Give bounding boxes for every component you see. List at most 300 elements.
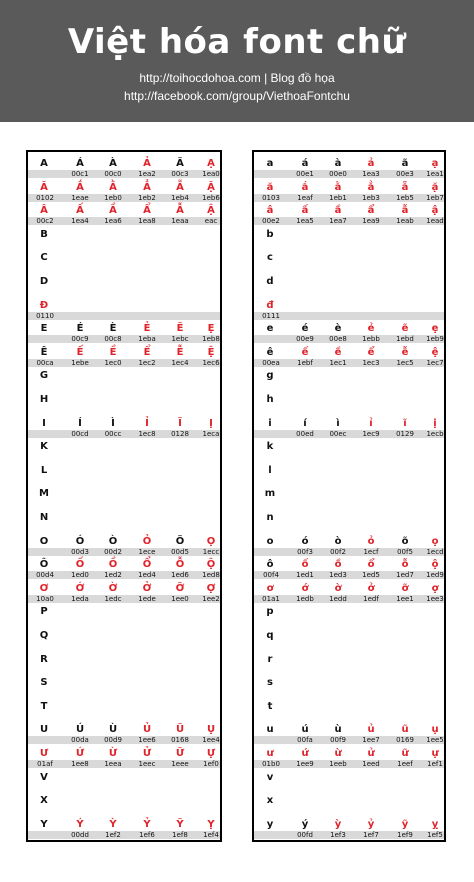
glyph: ằ bbox=[334, 181, 342, 193]
glyph: d bbox=[266, 276, 274, 287]
glyph: Ờ bbox=[108, 582, 118, 594]
glyph: Ậ bbox=[207, 205, 215, 217]
glyph: Ỡ bbox=[175, 582, 185, 594]
glyph: s bbox=[267, 677, 273, 689]
upper-row bbox=[28, 534, 220, 555]
unicode-code: 0168 bbox=[171, 736, 189, 745]
glyph: ỹ bbox=[401, 818, 409, 830]
glyph: S bbox=[40, 677, 48, 689]
unicode-code: 1ee9 bbox=[296, 760, 314, 768]
glyph: Ơ bbox=[39, 582, 49, 594]
unicode-code: 1ed9 bbox=[426, 571, 444, 580]
unicode-code: 00c9 bbox=[71, 335, 89, 344]
unicode-code: 00e3 bbox=[396, 170, 414, 178]
upper-row bbox=[28, 793, 220, 814]
lower-row bbox=[254, 652, 444, 673]
glyph: ì bbox=[336, 417, 340, 429]
glyph: Ỹ bbox=[176, 818, 184, 830]
glyph: H bbox=[39, 394, 49, 405]
unicode-code: 1edf bbox=[363, 594, 379, 603]
unicode-code: 00c1 bbox=[71, 170, 89, 178]
upper-row bbox=[28, 392, 220, 413]
glyph: Ặ bbox=[207, 181, 215, 193]
unicode-code: 00c2 bbox=[36, 217, 54, 226]
glyph: Ẹ bbox=[207, 323, 215, 335]
glyph: ă bbox=[266, 181, 274, 193]
glyph: m bbox=[264, 488, 276, 500]
upper-row bbox=[28, 746, 220, 767]
glyph: t bbox=[267, 700, 273, 712]
unicode-code: 1ec7 bbox=[426, 358, 444, 367]
glyph: g bbox=[266, 370, 274, 382]
unicode-code: 1ee5 bbox=[426, 736, 444, 745]
glyph: ẽ bbox=[401, 323, 409, 335]
unicode-code: 1ec3 bbox=[362, 358, 380, 367]
glyph: ỵ bbox=[431, 818, 439, 830]
glyph: Ẽ bbox=[176, 323, 184, 335]
unicode-code: 1ed7 bbox=[396, 571, 414, 580]
glyph: a bbox=[266, 158, 274, 169]
glyph: Ự bbox=[206, 748, 216, 759]
unicode-code: 1ea7 bbox=[329, 217, 347, 226]
glyph: Ắ bbox=[76, 181, 84, 193]
unicode-code: 1eed bbox=[362, 760, 380, 768]
unicode-code: 1ef2 bbox=[105, 830, 121, 839]
glyph: Ẩ bbox=[143, 205, 151, 217]
lower-row bbox=[254, 345, 444, 366]
upper-row bbox=[28, 156, 220, 177]
unicode-code: 1eb2 bbox=[138, 193, 156, 202]
glyph: ỏ bbox=[367, 535, 375, 547]
page-title: Việt hóa font chữ bbox=[67, 22, 407, 62]
unicode-code: 00f2 bbox=[330, 547, 346, 556]
glyph: Ó bbox=[75, 535, 85, 547]
lower-row bbox=[254, 581, 444, 602]
unicode-code: 00c0 bbox=[104, 170, 122, 178]
unicode-code: 1eb5 bbox=[396, 193, 414, 202]
glyph: ô bbox=[266, 559, 274, 571]
unicode-code: 00ca bbox=[36, 358, 54, 367]
upper-row bbox=[28, 274, 220, 295]
glyph: Ổ bbox=[142, 559, 152, 571]
glyph: r bbox=[267, 653, 273, 665]
glyph: Ô bbox=[39, 559, 49, 571]
lower-row bbox=[254, 180, 444, 201]
glyph: À bbox=[109, 158, 117, 169]
unicode-code: 1ea5 bbox=[296, 217, 314, 226]
glyph: ộ bbox=[431, 559, 439, 571]
unicode-code: 0128 bbox=[171, 429, 189, 438]
unicode-code: 1edc bbox=[104, 594, 122, 603]
unicode-code: 1ebd bbox=[396, 335, 414, 344]
glyph: Ở bbox=[142, 582, 152, 594]
lower-row bbox=[254, 227, 444, 248]
glyph: U bbox=[39, 724, 49, 736]
unicode-code: 1ed1 bbox=[296, 571, 314, 580]
glyph: Ị bbox=[209, 417, 213, 429]
glyph: ẻ bbox=[367, 323, 375, 335]
lower-row bbox=[254, 298, 444, 319]
glyph: Ằ bbox=[109, 181, 117, 193]
uppercase-panel bbox=[26, 150, 222, 842]
glyph: ố bbox=[301, 559, 309, 571]
unicode-code: 1eb4 bbox=[171, 193, 189, 202]
lower-row bbox=[254, 604, 444, 625]
unicode-code: 1ed2 bbox=[104, 571, 122, 580]
unicode-code: 1ef5 bbox=[427, 830, 443, 839]
unicode-code: 1ed3 bbox=[329, 571, 347, 580]
glyph: Đ bbox=[39, 299, 49, 311]
unicode-code: 00e0 bbox=[329, 170, 347, 178]
glyph: ũ bbox=[401, 724, 409, 736]
glyph: Ữ bbox=[175, 748, 185, 759]
glyph: ù bbox=[334, 724, 342, 736]
glyph: â bbox=[266, 205, 274, 217]
unicode-code: 00d4 bbox=[36, 571, 54, 580]
glyph: ỗ bbox=[401, 559, 409, 571]
glyph: Ẻ bbox=[143, 323, 151, 335]
upper-row bbox=[28, 439, 220, 460]
unicode-code: 1ee1 bbox=[396, 594, 414, 603]
unicode-code: 00cc bbox=[104, 429, 122, 438]
glyph: Ầ bbox=[109, 205, 117, 217]
glyph: Ủ bbox=[142, 724, 152, 736]
glyph: Ỳ bbox=[109, 818, 117, 830]
unicode-code: 01af bbox=[37, 760, 53, 768]
lower-row bbox=[254, 746, 444, 767]
unicode-code: 1ea1 bbox=[426, 170, 444, 178]
glyph: é bbox=[301, 323, 309, 335]
glyph: ồ bbox=[334, 559, 342, 571]
glyph: ú bbox=[301, 724, 309, 736]
glyph: Ố bbox=[75, 559, 85, 571]
lower-row bbox=[254, 416, 444, 437]
unicode-code: 1eb1 bbox=[329, 193, 347, 202]
glyph: ớ bbox=[301, 582, 309, 594]
glyph: ề bbox=[334, 346, 342, 358]
glyph: R bbox=[40, 653, 48, 665]
glyph: ợ bbox=[431, 582, 439, 594]
glyph: h bbox=[266, 394, 274, 405]
upper-row bbox=[28, 722, 220, 743]
unicode-code: 1ece bbox=[138, 547, 156, 556]
unicode-code: 1edd bbox=[329, 594, 347, 603]
unicode-code: 1eda bbox=[71, 594, 89, 603]
unicode-code: 1ecf bbox=[363, 547, 379, 556]
glyph: Ệ bbox=[207, 346, 215, 358]
unicode-code: 00d5 bbox=[171, 547, 189, 556]
glyph: Ồ bbox=[108, 559, 118, 571]
glyph: Ú bbox=[75, 724, 85, 736]
unicode-code: 1ed8 bbox=[202, 571, 220, 580]
glyph: õ bbox=[401, 535, 409, 547]
glyph: ả bbox=[367, 158, 375, 169]
glyph: Ẵ bbox=[176, 181, 184, 193]
upper-row bbox=[28, 557, 220, 578]
unicode-code: 00e1 bbox=[296, 170, 314, 178]
lowercase-panel bbox=[252, 150, 446, 842]
glyph: Ử bbox=[142, 748, 152, 759]
glyph: N bbox=[39, 512, 49, 523]
glyph: X bbox=[40, 795, 48, 807]
lower-row bbox=[254, 368, 444, 389]
lower-row bbox=[254, 156, 444, 177]
lower-row bbox=[254, 557, 444, 578]
unicode-code: 1ec8 bbox=[138, 429, 156, 438]
glyph: L bbox=[40, 464, 48, 476]
upper-row bbox=[28, 180, 220, 201]
unicode-code: 1ebe bbox=[71, 358, 89, 367]
glyph: Ể bbox=[143, 346, 151, 358]
unicode-code: 0169 bbox=[396, 736, 414, 745]
glyph: Ã bbox=[176, 158, 184, 169]
glyph: Ỵ bbox=[207, 818, 215, 830]
glyph: O bbox=[39, 535, 49, 547]
glyph: ý bbox=[301, 818, 309, 830]
glyph: Ì bbox=[111, 417, 115, 429]
unicode-code: 0103 bbox=[262, 193, 280, 202]
lower-row bbox=[254, 274, 444, 295]
glyph: Ê bbox=[40, 346, 48, 358]
glyph: ạ bbox=[431, 158, 439, 169]
glyph: ị bbox=[433, 417, 437, 429]
glyph: Â bbox=[40, 205, 48, 217]
glyph: ủ bbox=[367, 724, 375, 736]
glyph: Ẳ bbox=[143, 181, 151, 193]
unicode-code: 1ec4 bbox=[171, 358, 189, 367]
glyph: p bbox=[266, 606, 274, 618]
glyph: i bbox=[268, 417, 272, 429]
unicode-code: 1eae bbox=[71, 193, 89, 202]
glyph: ự bbox=[431, 748, 439, 759]
unicode-code: 00d9 bbox=[104, 736, 122, 745]
unicode-code: 1ef7 bbox=[363, 830, 379, 839]
unicode-code: 1ec9 bbox=[362, 429, 380, 438]
lower-row bbox=[254, 817, 444, 838]
glyph: Ă bbox=[40, 181, 48, 193]
unicode-code: 1ef8 bbox=[172, 830, 188, 839]
glyph: ỷ bbox=[367, 818, 375, 830]
unicode-code: 00f9 bbox=[330, 736, 346, 745]
glyph: Ễ bbox=[176, 346, 184, 358]
unicode-code: 00da bbox=[71, 736, 89, 745]
glyph: ẩ bbox=[367, 205, 375, 217]
unicode-code: 1ee3 bbox=[426, 594, 444, 603]
glyph: è bbox=[334, 323, 342, 335]
glyph: Ý bbox=[76, 818, 84, 830]
glyph: Ĩ bbox=[178, 417, 182, 429]
lower-row bbox=[254, 321, 444, 342]
glyph: ầ bbox=[334, 205, 342, 217]
lower-row bbox=[254, 699, 444, 720]
unicode-code: 1eaf bbox=[297, 193, 313, 202]
unicode-code: 1ea3 bbox=[362, 170, 380, 178]
glyph: ể bbox=[367, 346, 375, 358]
upper-row bbox=[28, 416, 220, 437]
glyph: ử bbox=[367, 748, 375, 759]
unicode-code: 1ee7 bbox=[362, 736, 380, 745]
glyph: q bbox=[266, 630, 274, 641]
unicode-code: 00fd bbox=[297, 830, 313, 839]
glyph: È bbox=[109, 323, 117, 335]
glyph: Í bbox=[78, 417, 82, 429]
unicode-code: 1ea9 bbox=[362, 217, 380, 226]
glyph: Á bbox=[76, 158, 84, 169]
unicode-code: 1ede bbox=[138, 594, 156, 603]
unicode-code: 1ed5 bbox=[362, 571, 380, 580]
glyph: b bbox=[266, 228, 274, 240]
glyph: D bbox=[39, 276, 49, 287]
lower-row bbox=[254, 203, 444, 224]
glyph: ắ bbox=[301, 181, 309, 193]
unicode-code: 1ecd bbox=[426, 547, 444, 556]
glyph: M bbox=[39, 488, 49, 500]
glyph: E bbox=[40, 323, 48, 335]
unicode-code: 1ee8 bbox=[71, 760, 89, 768]
unicode-code: 00f5 bbox=[397, 547, 413, 556]
lower-row bbox=[254, 486, 444, 507]
glyph: x bbox=[266, 795, 274, 807]
unicode-code: 1ef6 bbox=[139, 830, 155, 839]
glyph: ê bbox=[266, 346, 274, 358]
unicode-code: 1ecb bbox=[426, 429, 444, 438]
unicode-code: 1ebb bbox=[362, 335, 380, 344]
upper-row bbox=[28, 604, 220, 625]
glyph: ẵ bbox=[401, 181, 409, 193]
unicode-code: 00f3 bbox=[297, 547, 313, 556]
unicode-code: 1eb9 bbox=[426, 335, 444, 344]
upper-row bbox=[28, 227, 220, 248]
glyph: u bbox=[266, 724, 274, 736]
unicode-code: 1ef9 bbox=[397, 830, 413, 839]
upper-row bbox=[28, 321, 220, 342]
glyph: Ũ bbox=[175, 724, 185, 736]
unicode-code: 1eb0 bbox=[104, 193, 122, 202]
unicode-code: 1ee2 bbox=[202, 594, 220, 603]
glyph: ẹ bbox=[431, 323, 439, 335]
glyph: T bbox=[40, 700, 48, 712]
glyph: Ỏ bbox=[142, 535, 152, 547]
unicode-code: 1ec5 bbox=[396, 358, 414, 367]
glyph: v bbox=[266, 771, 274, 783]
upper-row bbox=[28, 345, 220, 366]
glyph: y bbox=[266, 818, 274, 830]
unicode-code: 10a0 bbox=[36, 594, 54, 603]
glyph: Ạ bbox=[207, 158, 215, 169]
upper-row bbox=[28, 463, 220, 484]
lower-row bbox=[254, 770, 444, 791]
unicode-code: 1eca bbox=[202, 429, 220, 438]
glyph: V bbox=[40, 771, 48, 783]
glyph: K bbox=[40, 441, 48, 453]
glyph: Ỉ bbox=[145, 417, 149, 429]
glyph: I bbox=[42, 417, 46, 429]
glyph: ổ bbox=[367, 559, 375, 571]
unicode-code: 00ec bbox=[329, 429, 347, 438]
upper-row bbox=[28, 203, 220, 224]
unicode-code: 01b0 bbox=[262, 760, 280, 768]
glyph: ờ bbox=[334, 582, 342, 594]
glyph: n bbox=[266, 512, 274, 523]
glyph: Ọ bbox=[206, 535, 216, 547]
unicode-code: 0110 bbox=[36, 311, 54, 320]
unicode-code: 1eef bbox=[397, 760, 413, 768]
upper-row bbox=[28, 628, 220, 649]
lower-row bbox=[254, 675, 444, 696]
glyph: ã bbox=[401, 158, 409, 169]
upper-row bbox=[28, 298, 220, 319]
glyph: Ụ bbox=[206, 724, 216, 736]
unicode-code: 00c8 bbox=[104, 335, 122, 344]
unicode-code: 00e8 bbox=[329, 335, 347, 344]
unicode-code: 1ea4 bbox=[71, 217, 89, 226]
upper-row bbox=[28, 817, 220, 838]
lower-row bbox=[254, 510, 444, 531]
unicode-code: 00e9 bbox=[296, 335, 314, 344]
upper-row bbox=[28, 250, 220, 271]
unicode-code: 00ed bbox=[296, 429, 314, 438]
glyph: P bbox=[40, 606, 48, 618]
unicode-code: 00d2 bbox=[104, 547, 122, 556]
glyph: k bbox=[266, 441, 274, 453]
unicode-code: 1ee0 bbox=[171, 594, 189, 603]
unicode-code: 00e2 bbox=[262, 217, 280, 226]
glyph: Ù bbox=[108, 724, 118, 736]
unicode-code: 1eb3 bbox=[362, 193, 380, 202]
unicode-code: 00d3 bbox=[71, 547, 89, 556]
unicode-code: 1ea2 bbox=[138, 170, 156, 178]
unicode-code: 1eb8 bbox=[202, 335, 220, 344]
glyph: B bbox=[40, 228, 48, 240]
glyph: Ề bbox=[109, 346, 117, 358]
upper-row bbox=[28, 368, 220, 389]
glyph: Q bbox=[39, 630, 49, 641]
unicode-code: 1eaa bbox=[171, 217, 189, 226]
glyph: ở bbox=[367, 582, 375, 594]
unicode-code: 00cd bbox=[71, 429, 89, 438]
upper-row bbox=[28, 699, 220, 720]
unicode-code: 1ea6 bbox=[104, 217, 122, 226]
unicode-code: 01a1 bbox=[262, 594, 280, 603]
unicode-code: 00c3 bbox=[171, 170, 189, 178]
upper-row bbox=[28, 652, 220, 673]
glyph: Ừ bbox=[108, 748, 118, 759]
glyph: í bbox=[303, 417, 307, 429]
unicode-code: 1ef4 bbox=[203, 830, 219, 839]
unicode-code: 1ebc bbox=[171, 335, 189, 344]
glyph: Ả bbox=[143, 158, 151, 169]
unicode-code: 1eab bbox=[396, 217, 414, 226]
glyph: ấ bbox=[301, 205, 309, 217]
glyph: o bbox=[266, 535, 274, 547]
glyph: ọ bbox=[431, 535, 439, 547]
unicode-code: 1ef1 bbox=[427, 760, 443, 768]
glyph: Ấ bbox=[76, 205, 84, 217]
blog-link[interactable]: http://toihocdohoa.com | Blog đồ họa bbox=[139, 71, 335, 85]
unicode-code: 1edb bbox=[296, 594, 314, 603]
glyph: c bbox=[267, 252, 273, 264]
unicode-code: 1eea bbox=[104, 760, 122, 768]
glyph: à bbox=[334, 158, 342, 169]
lower-row bbox=[254, 534, 444, 555]
lower-row bbox=[254, 463, 444, 484]
glyph: ỉ bbox=[369, 417, 373, 429]
facebook-group-link[interactable]: http://facebook.com/group/ViethoaFontchu bbox=[124, 89, 350, 103]
unicode-code: 1ed0 bbox=[71, 571, 89, 580]
header-banner bbox=[0, 0, 474, 122]
lower-row bbox=[254, 439, 444, 460]
glyph: ò bbox=[334, 535, 342, 547]
